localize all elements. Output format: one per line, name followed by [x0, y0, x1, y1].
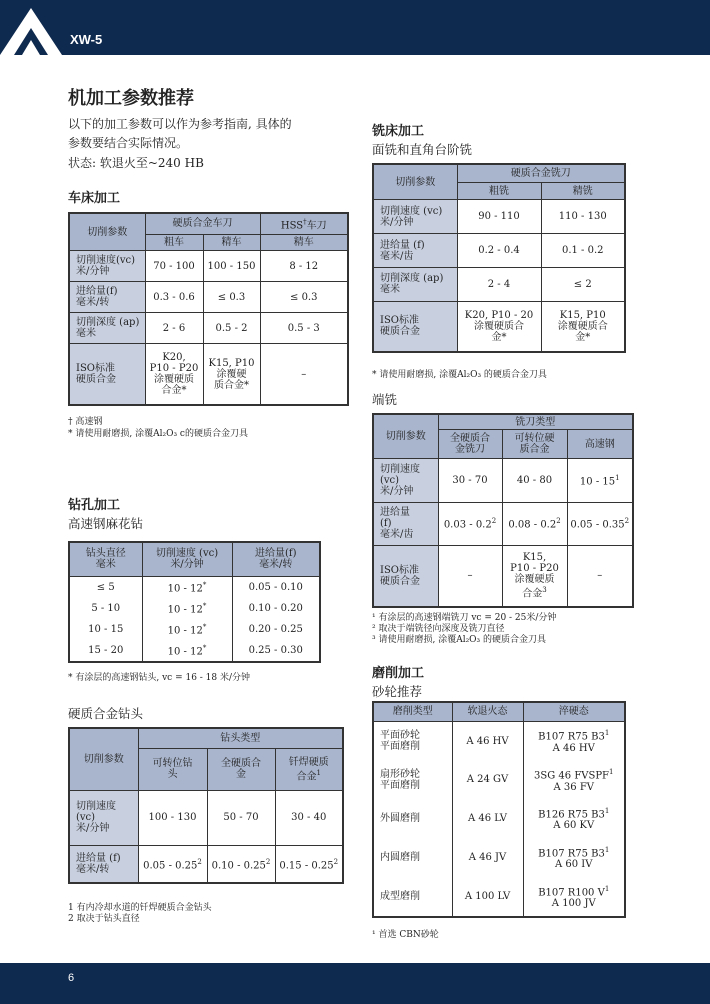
table-cell	[373, 459, 438, 502]
cell-text: 0.10 - 0.25	[211, 860, 266, 871]
cell-text: 进给量 (f) 毫米/齿	[380, 239, 425, 262]
header-cell	[69, 542, 142, 576]
table-cell	[523, 799, 625, 838]
table-cell	[438, 502, 502, 545]
cell-text: 硬质合金车刀	[172, 218, 233, 230]
face-mill-table	[372, 163, 626, 353]
cell-text: 扇形砂轮 平面磨削	[380, 768, 420, 791]
cell-text: 0.5 - 2	[215, 322, 248, 334]
table-cell	[145, 282, 203, 313]
header-cell	[373, 414, 438, 459]
table-cell	[142, 598, 232, 619]
table-cell	[69, 282, 145, 313]
carbide-drill-note-1: 1 有内冷却水道的钎焊硬质合金钻头	[68, 903, 212, 913]
superscript: 2	[556, 517, 561, 526]
table-cell	[452, 838, 523, 877]
cell-text: 平面砂轮 平面磨削	[380, 730, 420, 753]
cell-text: 钻头类型	[220, 732, 261, 744]
table-cell	[145, 251, 203, 282]
turning-note-2: * 请使用耐磨损, 涂覆Al₂O₃ c的硬质合金刀具	[68, 429, 248, 439]
cell-text: 进给量 (f) 毫米/转	[76, 852, 121, 875]
table-cell	[457, 301, 541, 352]
face-mill-subheading: 面铣和直角台阶铣	[372, 142, 473, 157]
table-cell	[373, 838, 452, 877]
cell-text: 3SG 46 FVSPF	[534, 770, 609, 782]
table-row	[373, 877, 625, 917]
cell-text: 切削参数	[87, 226, 128, 238]
cell-text: 车刀	[306, 220, 327, 232]
table-cell	[373, 761, 452, 800]
table-cell	[145, 344, 203, 405]
page-title: 机加工参数推荐	[68, 88, 194, 109]
cell-text: 110 - 130	[558, 211, 607, 223]
header-cell	[457, 164, 625, 182]
cell-text: –	[467, 570, 473, 582]
cell-text: 10 - 12	[167, 604, 203, 616]
intro-line-1: 以下的加工参数可以作为参考指南, 具体的	[68, 117, 292, 131]
superscript: 2	[624, 517, 630, 526]
cell-text: A 100 JV	[551, 898, 596, 910]
table-row	[373, 799, 625, 838]
cell-text: 2 - 6	[162, 322, 186, 334]
table-row	[69, 790, 343, 845]
cell-text: 0.2 - 0.4	[478, 245, 520, 257]
table-row	[373, 200, 625, 234]
header-cell	[260, 234, 348, 250]
cell-text: 进给量(f) 毫米/转	[254, 548, 297, 571]
table-cell	[69, 344, 145, 405]
carbide-drill-subheading: 硬质合金钻头	[68, 706, 144, 721]
superscript: *	[202, 644, 207, 653]
table-cell	[373, 268, 457, 302]
table-cell	[457, 234, 541, 268]
table-cell	[457, 268, 541, 302]
cell-text: B107 R100 V	[538, 887, 605, 899]
cell-text: ≤ 2	[573, 278, 592, 290]
end-mill-table	[372, 413, 634, 608]
cell-text: –	[597, 570, 603, 582]
table-cell	[567, 502, 633, 545]
table-cell	[232, 619, 320, 640]
grinding-note: ¹ 首选 CBN砂轮	[372, 930, 439, 940]
cell-text: 30 - 40	[291, 812, 327, 824]
cell-text: 铣刀类型	[515, 416, 556, 428]
cell-text: 粗车	[164, 236, 184, 248]
cell-text: A 46 HV	[552, 742, 595, 754]
cell-text: 0.03 - 0.2	[443, 519, 492, 531]
header-cell	[138, 748, 207, 790]
superscript: *	[202, 581, 207, 590]
hss-drill-table	[68, 541, 321, 663]
table-row	[373, 164, 625, 182]
table-cell	[203, 282, 260, 313]
table-cell	[457, 200, 541, 234]
turning-table	[68, 212, 349, 406]
bottom-banner	[0, 963, 710, 1004]
table-cell	[502, 459, 567, 502]
header-cell	[452, 702, 523, 721]
table-cell	[567, 459, 633, 502]
table-cell	[373, 545, 438, 607]
header-cell	[373, 164, 457, 200]
header-cell	[69, 728, 138, 790]
table-row	[69, 542, 320, 576]
superscript: 1	[604, 845, 610, 854]
table-cell	[69, 640, 142, 662]
cell-text: K15, P10 涂覆硬 质合金*	[208, 357, 255, 391]
cell-text: 0.05 - 0.25	[143, 860, 198, 871]
grinding-table	[372, 701, 626, 918]
cell-text: 0.20 - 0.25	[248, 623, 303, 635]
cell-text: 10 - 15	[88, 623, 124, 635]
header-cell	[232, 542, 320, 576]
cell-text: 钎焊硬质 合金	[288, 756, 329, 782]
carbide-drill-note-2: 2 取决于钻头直径	[68, 914, 140, 924]
table-row	[373, 234, 625, 268]
table-row	[69, 728, 343, 748]
table-row	[69, 845, 343, 883]
superscript: 2	[491, 517, 497, 526]
table-cell	[523, 877, 625, 917]
grinding-subheading: 砂轮推荐	[372, 684, 423, 699]
table-cell	[232, 640, 320, 662]
table-cell	[373, 301, 457, 352]
cell-text: 0.05 - 0.10	[248, 581, 303, 593]
table-cell	[260, 251, 348, 282]
cell-text: 成型磨削	[380, 890, 420, 902]
header-cell	[145, 234, 203, 250]
table-row	[69, 251, 348, 282]
table-row	[69, 640, 320, 662]
table-cell	[69, 576, 142, 598]
hss-drill-note: * 有涂层的高速钢钻头, vc = 16 - 18 米/分钟	[68, 673, 251, 683]
cell-text: 0.08 - 0.2	[508, 519, 557, 531]
hss-drill-subheading: 高速钢麻花钻	[68, 516, 144, 531]
table-cell	[142, 619, 232, 640]
cell-text: 100 - 150	[207, 260, 256, 272]
cell-text: B126 R75 B3	[538, 809, 605, 821]
table-cell	[69, 251, 145, 282]
cell-text: 10 - 12	[167, 625, 203, 637]
table-row	[69, 598, 320, 619]
table-row	[373, 761, 625, 800]
cell-text: 可转位硬 质合金	[514, 433, 555, 456]
header-cell	[142, 542, 232, 576]
cell-text: 钻头直径 毫米	[85, 548, 126, 571]
cell-text: 内圆磨削	[380, 851, 420, 863]
cell-text: A 46 LV	[468, 813, 507, 825]
cell-text: 0.1 - 0.2	[561, 245, 604, 257]
cell-text: 70 - 100	[153, 260, 195, 272]
table-cell	[138, 790, 207, 845]
table-cell	[69, 598, 142, 619]
table-cell	[452, 877, 523, 917]
cell-text: 90 - 110	[478, 211, 520, 223]
header-cell	[275, 748, 343, 790]
table-cell	[260, 313, 348, 344]
cell-text: –	[301, 368, 307, 380]
table-cell	[203, 251, 260, 282]
cell-text: A 24 GV	[466, 774, 509, 786]
grinding-heading: 磨削加工	[372, 665, 425, 680]
logo-icon	[0, 0, 62, 55]
cell-text: 软退火态	[467, 706, 508, 718]
table-cell	[142, 640, 232, 662]
brand-label: XW-5	[70, 32, 103, 47]
header-cell	[438, 430, 502, 459]
table-cell	[373, 799, 452, 838]
table-cell	[438, 545, 502, 607]
table-row	[69, 213, 348, 234]
table-cell	[69, 845, 138, 883]
cell-text: 8 - 12	[289, 260, 319, 272]
table-cell	[142, 576, 232, 598]
cell-text: A 100 LV	[464, 890, 511, 902]
cell-text: 高速钢	[584, 438, 615, 450]
table-cell	[541, 268, 625, 302]
cell-text: ≤ 0.3	[217, 291, 246, 303]
superscript: 1	[609, 768, 614, 777]
cell-text: 0.3 - 0.6	[153, 291, 195, 303]
turning-note-1: † 高速钢	[68, 417, 103, 427]
cell-text: ≤ 0.3	[290, 291, 318, 303]
cell-text: K15, P10 涂覆硬质合 金*	[557, 309, 608, 343]
table-cell	[523, 838, 625, 877]
table-cell	[232, 576, 320, 598]
end-mill-note-1: ¹ 有涂层的高速钢端铣刀 vc = 20 - 25米/分钟	[372, 613, 557, 623]
cell-text: B107 R75 B3	[538, 731, 605, 743]
table-cell	[567, 545, 633, 607]
table-cell	[260, 282, 348, 313]
table-cell	[502, 545, 567, 607]
cell-text: 切削参数	[385, 431, 426, 443]
table-cell	[452, 799, 523, 838]
header-cell	[541, 182, 625, 200]
carbide-drill-table	[68, 727, 344, 884]
cell-text: 0.25 - 0.30	[248, 644, 303, 656]
cell-text: 切削深度 (ap) 毫米	[380, 273, 444, 296]
drilling-heading: 钻孔加工	[68, 497, 121, 512]
cell-text: 30 - 70	[452, 475, 488, 486]
status-text: 状态: 软退火至~240 HB	[68, 156, 204, 170]
table-cell	[373, 234, 457, 268]
table-row	[373, 268, 625, 302]
table-row	[373, 502, 633, 545]
cell-text: 切削速度(vc) 米/分钟	[76, 255, 136, 278]
cell-text: K20, P10 - P20 涂覆硬质 合金*	[149, 352, 199, 397]
cell-text: ISO标准 硬质合金	[76, 363, 116, 386]
cell-text: 切削速度 (vc) 米/分钟	[380, 464, 420, 497]
table-cell	[541, 301, 625, 352]
cell-text: 外圆磨削	[380, 813, 420, 825]
table-cell	[69, 313, 145, 344]
table-row	[373, 459, 633, 502]
table-cell	[523, 761, 625, 800]
intro-line-2: 参数要结合实际情况。	[68, 136, 189, 150]
superscript: 3	[542, 586, 547, 595]
page-number: 6	[68, 972, 75, 984]
superscript: 2	[265, 857, 271, 866]
superscript: 1	[604, 884, 610, 893]
cell-text: 100 - 130	[148, 812, 197, 824]
cell-text: 0.5 - 3	[287, 322, 320, 334]
cell-text: HSS	[280, 220, 304, 232]
superscript: 2	[197, 857, 202, 866]
cell-text: 全硬质合 金	[221, 758, 261, 781]
cell-text: 淬硬态	[558, 706, 589, 718]
table-cell	[373, 877, 452, 917]
cell-text: ISO标准 硬质合金	[380, 564, 420, 587]
cell-text: 全硬质合 金铣刀	[450, 433, 490, 456]
cell-text: 切削参数	[395, 176, 436, 188]
table-row	[69, 344, 348, 405]
face-mill-note: * 请使用耐磨损, 涂覆Al₂O₃ 的硬质合金刀具	[372, 370, 547, 380]
header-cell	[373, 702, 452, 721]
table-row	[373, 301, 625, 352]
table-cell	[207, 845, 275, 883]
table-row	[373, 721, 625, 760]
table-cell	[523, 721, 625, 760]
turning-heading: 车床加工	[68, 190, 121, 205]
table-row	[69, 619, 320, 640]
table-cell	[502, 502, 567, 545]
cell-text: 切削参数	[83, 753, 124, 765]
table-cell	[452, 761, 523, 800]
superscript: *	[202, 602, 207, 611]
cell-text: A 60 KV	[553, 820, 595, 832]
table-cell	[373, 721, 452, 760]
table-cell	[203, 313, 260, 344]
cell-text: 10 - 12	[167, 583, 203, 595]
cell-text: A 46 HV	[466, 735, 509, 747]
cell-text: 精车	[293, 236, 314, 248]
table-cell	[207, 790, 275, 845]
superscript: 1	[604, 729, 610, 738]
cell-text: 进给量 (f) 毫米/齿	[380, 507, 414, 541]
cell-text: 0.05 - 0.35	[570, 519, 625, 531]
table-cell	[203, 344, 260, 405]
table-cell	[260, 344, 348, 405]
cell-text: K15, P10 - P20 涂覆硬质 合金	[510, 552, 559, 600]
table-row	[373, 702, 625, 721]
cell-text: 5 - 10	[91, 602, 121, 614]
cell-text: 切削速度 (vc) 米/分钟	[380, 205, 443, 228]
table-cell	[541, 200, 625, 234]
superscript: 2	[333, 857, 339, 866]
cell-text: 磨削类型	[392, 706, 433, 718]
header-cell	[438, 414, 633, 430]
header-cell	[502, 430, 567, 459]
cell-text: 15 - 20	[88, 644, 124, 656]
cell-text: 2 - 4	[487, 278, 511, 290]
header-cell	[138, 728, 343, 748]
table-cell	[69, 790, 138, 845]
cell-text: ≤ 5	[96, 581, 115, 593]
table-cell	[373, 200, 457, 234]
header-cell	[260, 213, 348, 234]
cell-text: 0.15 - 0.25	[279, 860, 334, 871]
header-cell	[457, 182, 541, 200]
cell-text: 切削速度 (vc) 米/分钟	[155, 548, 219, 571]
table-cell	[373, 502, 438, 545]
cell-text: 硬质合金铣刀	[510, 167, 571, 179]
top-banner	[0, 0, 710, 55]
header-cell	[203, 234, 260, 250]
header-cell	[145, 213, 260, 234]
cell-text: 进给量(f) 毫米/转	[76, 286, 118, 309]
table-row	[373, 838, 625, 877]
table-row	[69, 313, 348, 344]
cell-text: B107 R75 B3	[538, 848, 605, 860]
table-cell	[541, 234, 625, 268]
header-cell	[69, 213, 145, 251]
table-cell	[145, 313, 203, 344]
cell-text: 50 - 70	[223, 812, 259, 824]
cell-text: 精车	[221, 236, 242, 248]
table-cell	[232, 598, 320, 619]
table-row	[69, 576, 320, 598]
superscript: 1	[604, 806, 610, 815]
cell-text: ISO标准 硬质合金	[380, 315, 420, 338]
superscript: †	[303, 217, 307, 226]
table-cell	[452, 721, 523, 760]
superscript: 1	[615, 474, 620, 483]
cell-text: A 60 IV	[555, 859, 593, 871]
cell-text: 0.10 - 0.20	[248, 602, 303, 614]
table-row	[373, 545, 633, 607]
milling-heading: 铣床加工	[372, 123, 425, 138]
superscript: 1	[316, 768, 321, 777]
superscript: *	[202, 623, 207, 631]
cell-text: 10 - 15	[579, 476, 616, 488]
table-cell	[275, 845, 343, 883]
end-mill-note-3: ³ 请使用耐磨损, 涂覆Al₂O₃ 的硬质合金刀具	[372, 635, 547, 645]
cell-text: 粗铣	[489, 185, 509, 197]
table-row	[69, 282, 348, 313]
cell-text: 切削深度 (ap) 毫米	[76, 317, 140, 340]
table-cell	[438, 459, 502, 502]
end-mill-note-2: ² 取决于端铣径向深度及铣刀直径	[372, 624, 505, 634]
header-cell	[567, 430, 633, 459]
header-cell	[523, 702, 625, 721]
cell-text: A 36 FV	[553, 781, 594, 793]
cell-text: 精铣	[572, 185, 593, 197]
cell-text: K20, P10 - 20 涂覆硬质合 金*	[464, 309, 534, 343]
cell-text: 切削速度 (vc) 米/分钟	[76, 801, 116, 835]
cell-text: 10 - 12	[167, 646, 203, 658]
table-cell	[138, 845, 207, 883]
cell-text: A 46 JV	[468, 851, 507, 863]
table-row	[373, 414, 633, 430]
end-mill-subheading: 端铣	[372, 392, 398, 407]
cell-text: 可转位钻 头	[152, 758, 193, 781]
table-cell	[275, 790, 343, 845]
header-cell	[207, 748, 275, 790]
cell-text: 40 - 80	[516, 475, 553, 486]
table-cell	[69, 619, 142, 640]
